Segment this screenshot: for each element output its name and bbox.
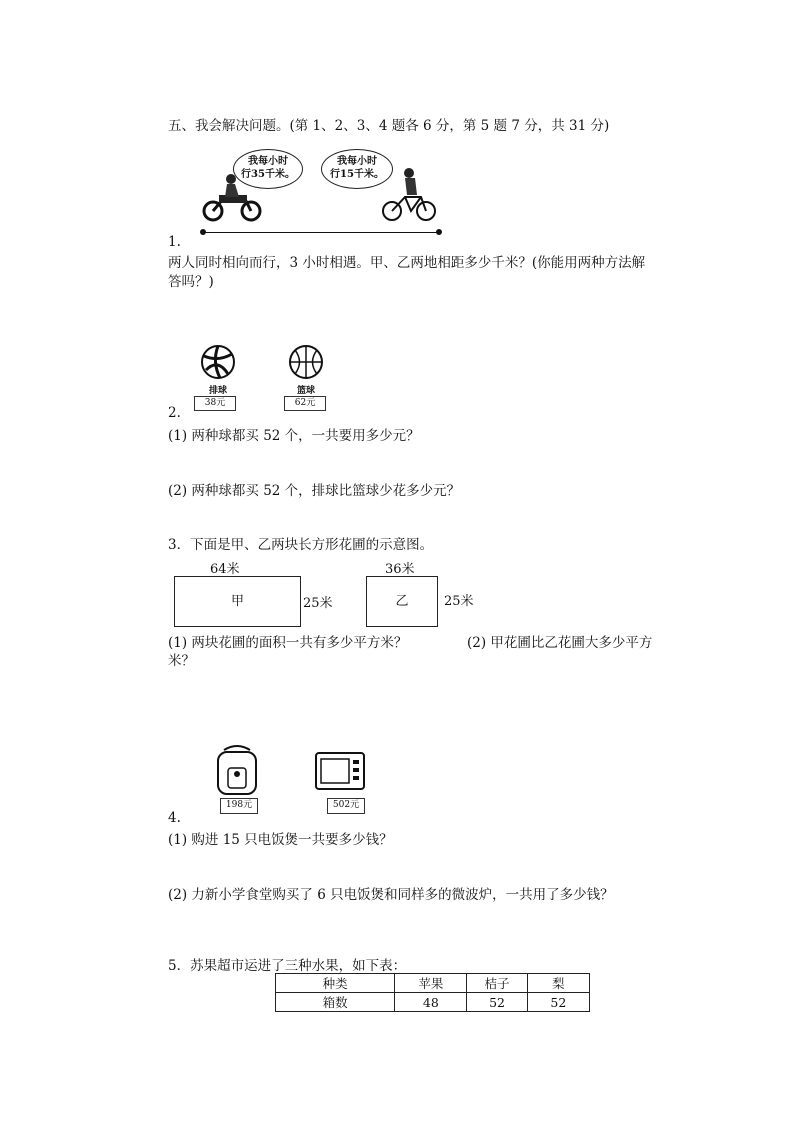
motorcycle-rider-icon [201,173,263,223]
q3-sub2-cont: 米？ [168,653,195,669]
table-header-cell: 苹果 [395,974,467,993]
point-b-dot [436,229,442,235]
q4-sub1: (1) 购进 15 只电饭煲一共要多少钱？ [168,832,393,848]
q5-title: 5．苏果超市运进了三种水果，如下表： [168,958,407,974]
table-cell: 48 [395,993,467,1012]
point-a-dot [200,229,206,235]
microwave-icon [315,752,365,792]
fruit-table [275,973,590,1012]
basketball-icon [286,344,326,380]
table-cell: 箱数 [276,993,395,1012]
q1-text-line1: 两人同时相向而行，3 小时相遇。甲、乙两地相距多少千米？(你能用两种方法解 [168,255,646,271]
speech-bubble-right: 我每小时 行15千米。 [321,149,393,189]
rice-cooker-icon [214,744,260,796]
table-cell: 52 [467,993,527,1012]
q4-number: 4. [168,810,181,826]
q2-sub2: (2) 两种球都买 52 个，排球比篮球少花多少元？ [168,483,461,499]
basketball-label: 篮球 [296,386,315,396]
bicycle-rider-icon [381,167,437,223]
q1-text-line2: 答吗？) [168,274,214,290]
volleyball-price: 38元 [194,396,236,411]
travel-illustration [195,145,455,240]
q3-title: 3．下面是甲、乙两块长方形花圃的示意图。 [168,537,434,553]
volleyball-label: 排球 [208,386,227,396]
garden-b-rect [366,576,438,627]
table-cell: 52 [527,993,589,1012]
speech-bubble-left: 我每小时 行35千米。 [233,149,303,189]
garden-a-rect [174,576,301,627]
volleyball-icon [198,344,238,380]
rect-a-length: 64米 [210,562,240,577]
garden-a-label: 甲 [230,594,244,609]
table-header-cell: 梨 [527,974,589,993]
section-title: 五、我会解决问题。(第 1、2、3、4 题各 6 分，第 5 题 7 分，共 31 分) [168,118,610,134]
q3-sub1: (1) 两块花圃的面积一共有多少平方米？ [168,635,408,651]
road-line [203,232,439,233]
q3-sub2: (2) 甲花圃比乙花圃大多少平方 [467,635,653,651]
table-row [276,993,590,1012]
table-header-row [276,974,590,993]
rect-b-width: 25米 [444,594,474,609]
q2-sub1: (1) 两种球都买 52 个，一共要用多少元？ [168,428,420,444]
microwave-price: 502元 [327,798,365,814]
q4-sub2: (2) 力新小学食堂购买了 6 只电饭煲和同样多的微波炉，一共用了多少钱？ [168,887,614,903]
q2-number: 2. [168,405,181,421]
rice-cooker-price: 198元 [220,798,258,814]
rect-a-width: 25米 [303,596,333,611]
rect-b-length: 36米 [385,562,415,577]
table-header-cell: 种类 [276,974,395,993]
garden-b-label: 乙 [395,594,409,609]
table-header-cell: 桔子 [467,974,527,993]
q1-number: 1. [168,234,181,250]
basketball-price: 62元 [284,396,326,411]
